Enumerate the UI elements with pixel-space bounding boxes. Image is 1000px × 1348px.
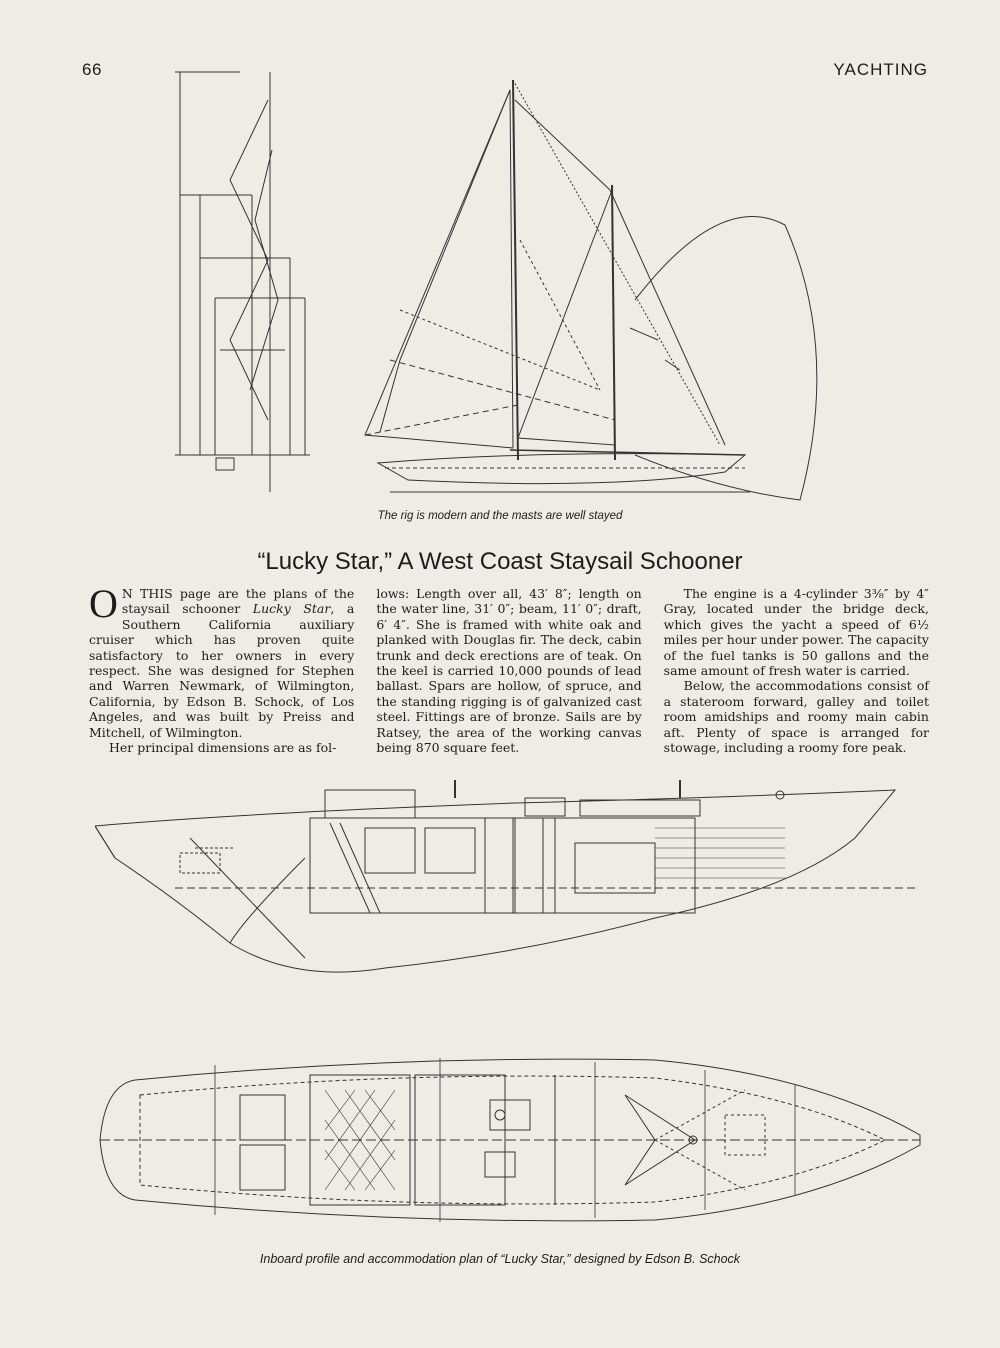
- text-column-3: [664, 586, 929, 761]
- spar-dimension-diagram: [175, 72, 310, 492]
- page-number: 66: [82, 60, 102, 79]
- paragraph: [89, 581, 355, 740]
- boat-name: Lucky Star: [252, 601, 331, 617]
- text-run: , a Southern California auxiliary cruiser which has proven quite satisfactory to her owners in every respect. She was designed for Stephen and Warren Newmark, of Wilmington, California, by Edson B. Schock, of Los Angeles, and was built by Preiss and Mitchell, of Wilmington.: [89, 601, 355, 740]
- drop-cap: O: [89, 581, 118, 626]
- inboard-profile-drawing: [95, 768, 945, 1033]
- paragraph: lows: Length over all, 43′ 8″; length on the water line, 31′ 0″; beam, 11′ 0″; draft, 6′ 4″. She is framed with white oak and planked with Douglas fir. The deck, cabin trunk and deck erections are of teak. On the keel is carried 10,000 pounds of lead ballast. Spars are hollow, of spruce, and the standing rigging is of galvanized cast steel. Fittings are of bronze. Sails are by Ratsey, the area of the working canvas being 870 square feet.: [376, 586, 642, 756]
- paragraph: Below, the accommodations consist of a stateroom forward, galley and toilet room amidships and roomy main cabin aft. Plenty of space is arranged for stowage, including a roomy fore peak.: [663, 678, 929, 756]
- text-column-2: [376, 586, 641, 761]
- text-column-1: [89, 581, 355, 761]
- text-run: N THIS page are the plans of the staysail schooner: [121, 586, 355, 617]
- accommodation-plan-drawing: [95, 1040, 945, 1245]
- article-title: “Lucky Star,” A West Coast Staysail Schooner: [257, 548, 743, 575]
- magazine-name: YACHTING: [833, 60, 928, 79]
- paragraph: The engine is a 4-cylinder 3⅜″ by 4″ Gray, located under the bridge deck, which gives the yacht a speed of 6½ miles per hour under power. The capacity of the fuel tanks is 50 gallons and the same amount of fresh water is carried.: [663, 586, 929, 679]
- article-body: [89, 581, 929, 761]
- sail-plan-drawing: [160, 60, 840, 505]
- plans-caption: Inboard profile and accommodation plan of “Lucky Star,” designed by Edson B. Schock: [259, 1252, 741, 1266]
- paragraph: Her principal dimensions are as fol-: [109, 740, 337, 756]
- rig-caption: The rig is modern and the masts are well stayed: [377, 510, 623, 522]
